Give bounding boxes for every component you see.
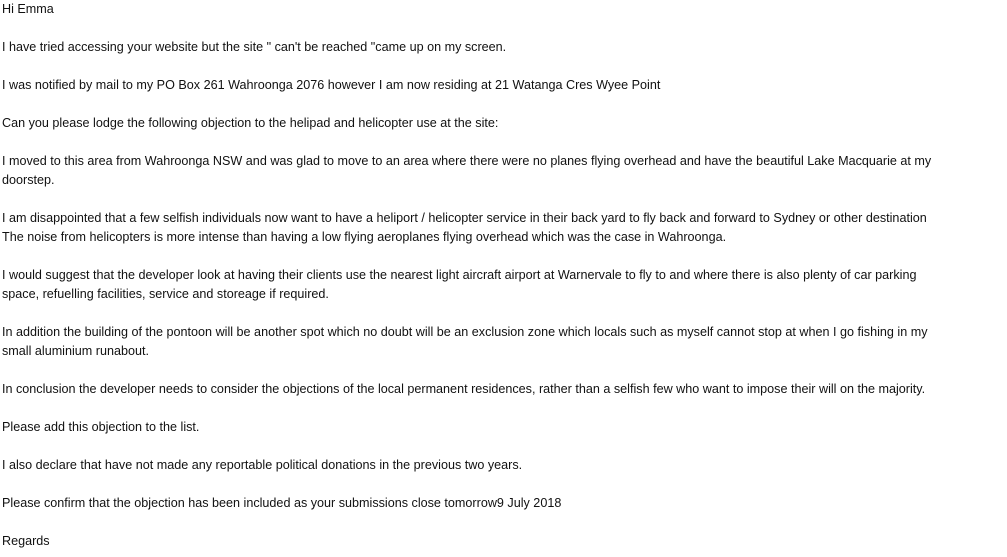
paragraph-declaration: [2, 456, 1007, 475]
paragraph-line: I would suggest that the developer look at having their clients use the nearest light aircraft airport at Warnervale to fly to and where there is also plenty of car parking: [2, 268, 917, 282]
paragraph-line: Please add this objection to the list.: [2, 420, 200, 434]
paragraph-line: space, refuelling facilities, service and storeage if required.: [2, 287, 329, 301]
paragraph-line: I also declare that have not made any reportable political donations in the previous two years.: [2, 458, 523, 472]
paragraph-line: Can you please lodge the following objection to the helipad and helicopter use at the site:: [2, 116, 499, 130]
paragraph-suggestion: [2, 266, 1007, 304]
paragraph-line: I am disappointed that a few selfish individuals now want to have a heliport / helicopter service in their back yard to fly back and forward to Sydney or other destination: [2, 211, 927, 225]
signoff: Regards: [2, 534, 50, 548]
paragraph-address: [2, 76, 1007, 95]
greeting: Hi Emma: [2, 2, 54, 16]
paragraph-line: In conclusion the developer needs to consider the objections of the local permanent residences, rather than a selfish few who want to impose their will on the majority.: [2, 382, 926, 396]
paragraph-line: doorstep.: [2, 173, 55, 187]
paragraph-line: The noise from helicopters is more intense than having a low flying aeroplanes flying overhead which was the case in Wahroonga.: [2, 230, 727, 244]
paragraph-disappointed: [2, 209, 1007, 247]
paragraph-pontoon: [2, 323, 1007, 361]
paragraph-line: Please confirm that the objection has been included as your submissions close tomorrow9 July 2018: [2, 496, 562, 510]
paragraph-confirm: [2, 494, 1007, 513]
paragraph-request: [2, 114, 1007, 133]
paragraph-add-objection: [2, 418, 1007, 437]
paragraph-website-error: [2, 38, 1007, 57]
paragraph-line: I was notified by mail to my PO Box 261 Wahroonga 2076 however I am now residing at 21 Watanga Cres Wyee Point: [2, 78, 661, 92]
paragraph-moved: [2, 152, 1007, 190]
paragraph-line: small aluminium runabout.: [2, 344, 149, 358]
paragraph-line: In addition the building of the pontoon will be another spot which no doubt will be an exclusion zone which locals such as myself cannot stop at when I go fishing in my: [2, 325, 928, 339]
paragraph-conclusion: [2, 380, 1007, 399]
paragraph-line: I moved to this area from Wahroonga NSW and was glad to move to an area where there were no planes flying overhead and have the beautiful Lake Macquarie at my: [2, 154, 932, 168]
email-body: [2, 0, 1007, 551]
paragraph-line: I have tried accessing your website but the site " can't be reached "came up on my screen.: [2, 40, 507, 54]
